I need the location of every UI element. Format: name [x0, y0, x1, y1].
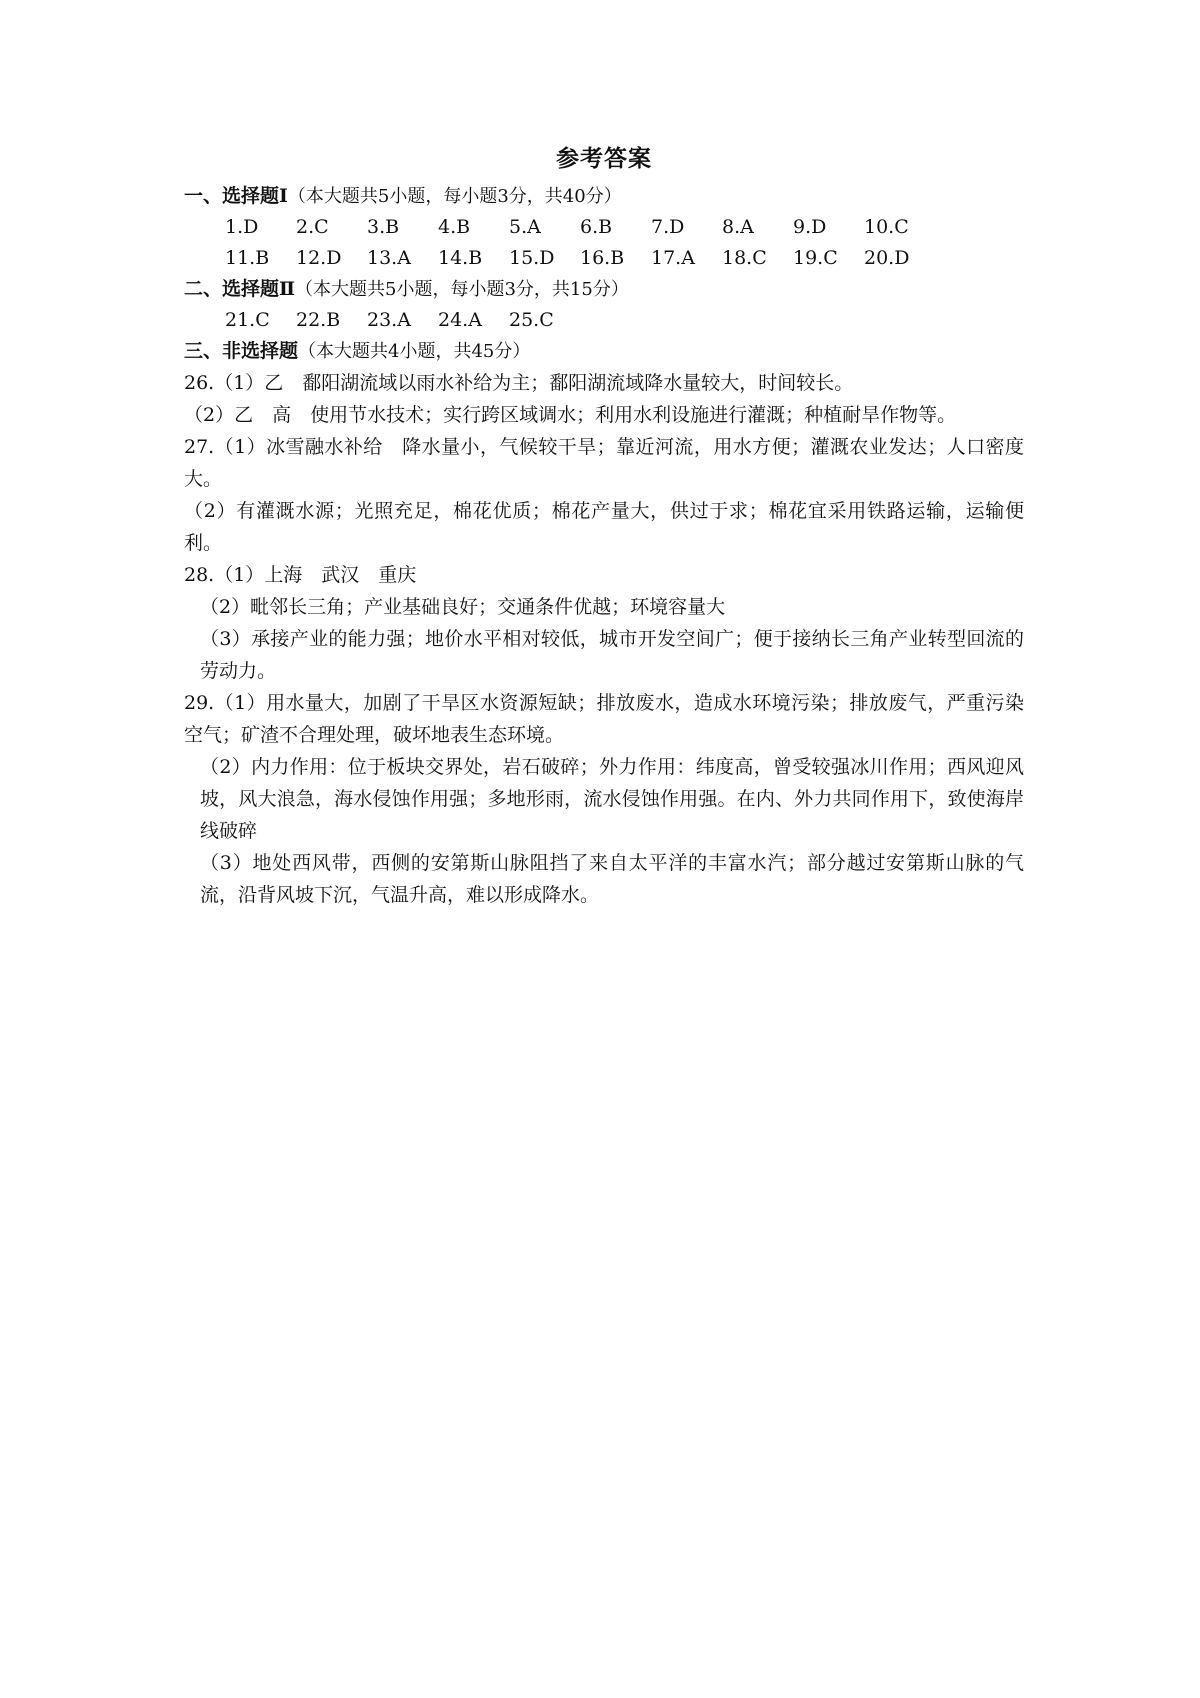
q27-part-2: （2）有灌溉水源；光照充足，棉花优质；棉花产量大，供过于求；棉花宜采用铁路运输，运输便利。: [184, 500, 1024, 554]
answer-item: 13.A: [367, 247, 411, 269]
answer-item: 7.D: [651, 216, 685, 238]
answer-item: 9.D: [793, 216, 827, 238]
section-heading: 一、选择题Ⅰ: [184, 185, 288, 207]
answers-row-2: [184, 243, 1024, 274]
answer-item: 21.C: [225, 309, 270, 331]
q27-part-1: 27.（1）冰雪融水补给 降水量小，气候较干旱；靠近河流，用水方便；灌溉农业发达；人口密度大。: [184, 436, 1024, 490]
answer-item: 1.D: [225, 216, 259, 238]
q28-part-1: 28.（1）上海 武汉 重庆: [184, 564, 417, 586]
page-title: 参考答案: [556, 145, 652, 172]
answer-item: 23.A: [367, 309, 411, 331]
answer-item: 6.B: [580, 216, 613, 238]
answer-item: 11.B: [225, 247, 270, 269]
answer-item: 24.A: [438, 309, 482, 331]
q28-part-3: （3）承接产业的能力强；地价水平相对较低，城市开发空间广；便于接纳长三角产业转型回流的劳动力。: [200, 628, 1024, 682]
answer-item: 14.B: [438, 247, 483, 269]
answer-item: 16.B: [580, 247, 625, 269]
answer-item: 18.C: [722, 247, 767, 269]
section-note: （本大题共5小题，每小题3分，共40分）: [287, 186, 622, 207]
q29-part-2: （2）内力作用：位于板块交界处，岩石破碎；外力作用：纬度高，曾受较强冰川作用；西风迎风坡，风大浪急，海水侵蚀作用强；多地形雨，流水侵蚀作用强。在内、外力共同作用下，致使海岸线破碎: [200, 756, 1024, 842]
answer-item: 10.C: [864, 216, 909, 238]
answer-item: 5.A: [509, 216, 541, 238]
section-note: （本大题共4小题，共45分）: [298, 341, 531, 362]
section-2-header: [184, 274, 1024, 305]
answer-item: 22.B: [296, 309, 341, 331]
section-heading: 三、非选择题: [184, 340, 299, 362]
section-note: （本大题共5小题，每小题3分，共15分）: [295, 279, 629, 300]
answer-sheet: [184, 140, 1024, 911]
answers-row-3: [184, 305, 1024, 336]
answers-row-1: [184, 212, 1024, 243]
section-heading: 二、选择题Ⅱ: [184, 278, 296, 300]
answer-item: 2.C: [296, 216, 329, 238]
q26-part-2: （2）乙 高 使用节水技术；实行跨区域调水；利用水利设施进行灌溉；种植耐旱作物等。: [184, 404, 957, 426]
answer-item: 17.A: [651, 247, 695, 269]
answer-item: 25.C: [509, 309, 554, 331]
q29-part-1: 29.（1）用水量大，加剧了干旱区水资源短缺；排放废水，造成水环境污染；排放废气，严重污染空气；矿渣不合理处理，破坏地表生态环境。: [184, 692, 1024, 746]
answer-item: 8.A: [722, 216, 754, 238]
q26-part-1: 26.（1）乙 鄱阳湖流域以雨水补给为主；鄱阳湖流域降水量较大，时间较长。: [184, 372, 854, 394]
section-1-header: [184, 181, 1024, 212]
section-3-header: [184, 336, 1024, 367]
q28-part-2: （2）毗邻长三角；产业基础良好；交通条件优越；环境容量大: [200, 596, 726, 618]
q29-part-3: （3）地处西风带，西侧的安第斯山脉阻挡了来自太平洋的丰富水汽；部分越过安第斯山脉的气流，沿背风坡下沉，气温升高，难以形成降水。: [200, 852, 1024, 906]
answer-item: 15.D: [509, 247, 555, 269]
answer-item: 19.C: [793, 247, 838, 269]
answer-item: 4.B: [438, 216, 471, 238]
answer-item: 20.D: [864, 247, 910, 269]
answer-item: 12.D: [296, 247, 342, 269]
answer-item: 3.B: [367, 216, 400, 238]
